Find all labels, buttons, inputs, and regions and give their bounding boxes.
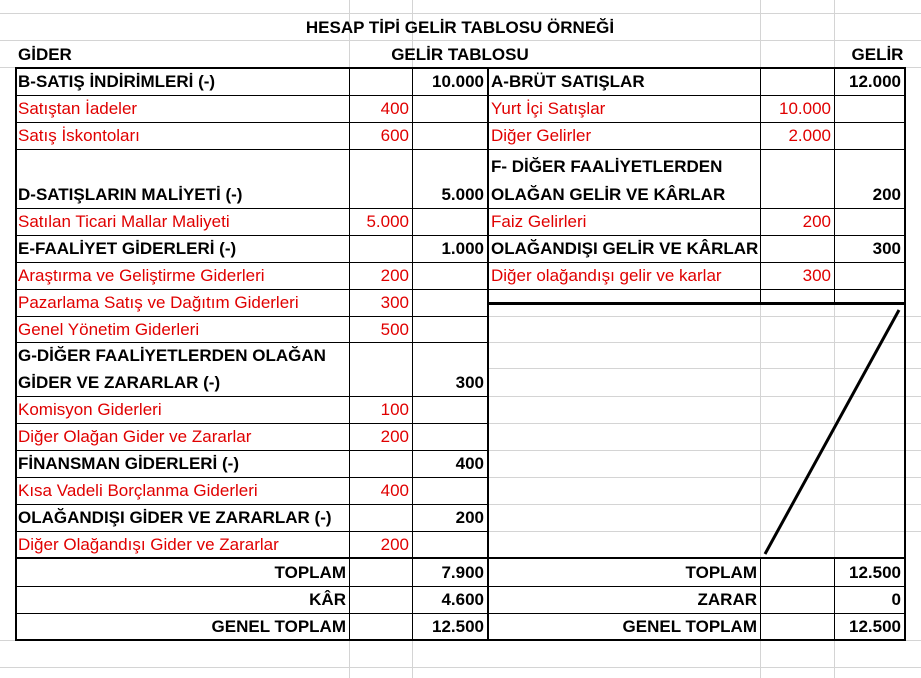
- gelir-row-label-line1: F- DİĞER FAALİYETLERDEN: [491, 157, 723, 176]
- gider-row-total: 10.000: [432, 72, 484, 91]
- summary-left-value: 7.900: [441, 563, 484, 582]
- gider-row-total: 400: [455, 454, 484, 473]
- gider-row-label: Araştırma ve Geliştirme Giderleri: [18, 266, 265, 285]
- gider-row-amount: 200: [380, 535, 409, 554]
- gider-row-label: Genel Yönetim Giderleri: [18, 320, 200, 339]
- summary-right-label: GENEL TOPLAM: [622, 617, 757, 636]
- gider-row-label: B-SATIŞ İNDİRİMLERİ (-): [18, 72, 216, 91]
- gider-row-amount: 400: [380, 99, 409, 118]
- gider-row-amount: 100: [380, 400, 409, 419]
- summary-left-value: 4.600: [441, 590, 484, 609]
- gelir-row-label: Yurt İçi Satışlar: [491, 99, 606, 118]
- summary-right-label: TOPLAM: [685, 563, 757, 582]
- gider-row-label: Diğer Olağan Gider ve Zararlar: [18, 427, 252, 446]
- gelir-row-total: 200: [872, 184, 901, 204]
- gelir-row-total: 300: [872, 239, 901, 258]
- summary-left-label: GENEL TOPLAM: [211, 617, 346, 636]
- header-gelir-tablosu: GELİR TABLOSU: [391, 44, 529, 64]
- gider-row-total: 5.000: [441, 184, 484, 204]
- gider-row-label-line2: GİDER VE ZARARLAR (-): [18, 372, 221, 392]
- gider-row-amount: 400: [380, 481, 409, 500]
- gelir-row-label: A-BRÜT SATIŞLAR: [491, 72, 645, 91]
- summary-left-value: 12.500: [432, 617, 484, 636]
- gelir-row-label: Faiz Gelirleri: [491, 212, 587, 231]
- gider-row-label: Pazarlama Satış ve Dağıtım Giderleri: [18, 293, 299, 312]
- gelir-row-total: 12.000: [849, 72, 901, 91]
- gider-row-amount: 200: [380, 427, 409, 446]
- summary-right-value: 12.500: [849, 563, 901, 582]
- gider-row-amount: 5.000: [366, 212, 409, 231]
- gider-row-label: Satılan Ticari Mallar Maliyeti: [18, 212, 230, 231]
- gider-row-label: FİNANSMAN GİDERLERİ (-): [18, 454, 239, 473]
- gider-row-amount: 500: [380, 320, 409, 339]
- summary-left-label: TOPLAM: [274, 563, 346, 582]
- gider-row-label: Kısa Vadeli Borçlanma Giderleri: [18, 481, 258, 500]
- header-gider: GİDER: [18, 44, 72, 64]
- gider-row-label: Komisyon Giderleri: [18, 400, 162, 419]
- page-title: HESAP TİPİ GELİR TABLOSU ÖRNEĞİ: [305, 17, 615, 37]
- gelir-row-amount: 200: [802, 212, 831, 231]
- summary-left-label: KÂR: [309, 590, 346, 609]
- gelir-row-label: Diğer Gelirler: [491, 126, 592, 145]
- gider-row-amount: 300: [380, 293, 409, 312]
- gelir-row-label: Diğer olağandışı gelir ve karlar: [491, 266, 722, 285]
- gider-row-label: Satış İskontoları: [18, 126, 140, 145]
- gider-row-label: D-SATIŞLARIN MALİYETİ (-): [18, 184, 243, 204]
- gelir-row-amount: 2.000: [788, 126, 831, 145]
- gider-row-label: E-FAALİYET GİDERLERİ (-): [18, 239, 237, 258]
- gider-row-label-line1: G-DİĞER FAALİYETLERDEN OLAĞAN: [18, 345, 326, 365]
- gelir-row-amount: 10.000: [779, 99, 831, 118]
- gelir-row-label-line2: OLAĞAN GELİR VE KÂRLAR: [491, 184, 726, 204]
- gelir-row-label: OLAĞANDIŞI GELİR VE KÂRLAR: [491, 239, 759, 258]
- summary-right-value: 0: [891, 590, 901, 609]
- gider-row-total: 200: [455, 508, 484, 527]
- summary-right-label: ZARAR: [697, 590, 757, 609]
- gider-row-label: Diğer Olağandışı Gider ve Zararlar: [18, 535, 279, 554]
- header-gelir: GELİR: [851, 44, 904, 64]
- gider-row-label: Satıştan İadeler: [18, 99, 138, 118]
- gider-row-amount: 200: [380, 266, 409, 285]
- summary-right-value: 12.500: [849, 617, 901, 636]
- gider-row-amount: 600: [380, 126, 409, 145]
- gider-row-total: 1.000: [441, 239, 484, 258]
- gider-row-total: 300: [455, 372, 484, 392]
- gider-row-label: OLAĞANDIŞI GİDER VE ZARARLAR (-): [18, 508, 332, 527]
- gelir-row-amount: 300: [802, 266, 831, 285]
